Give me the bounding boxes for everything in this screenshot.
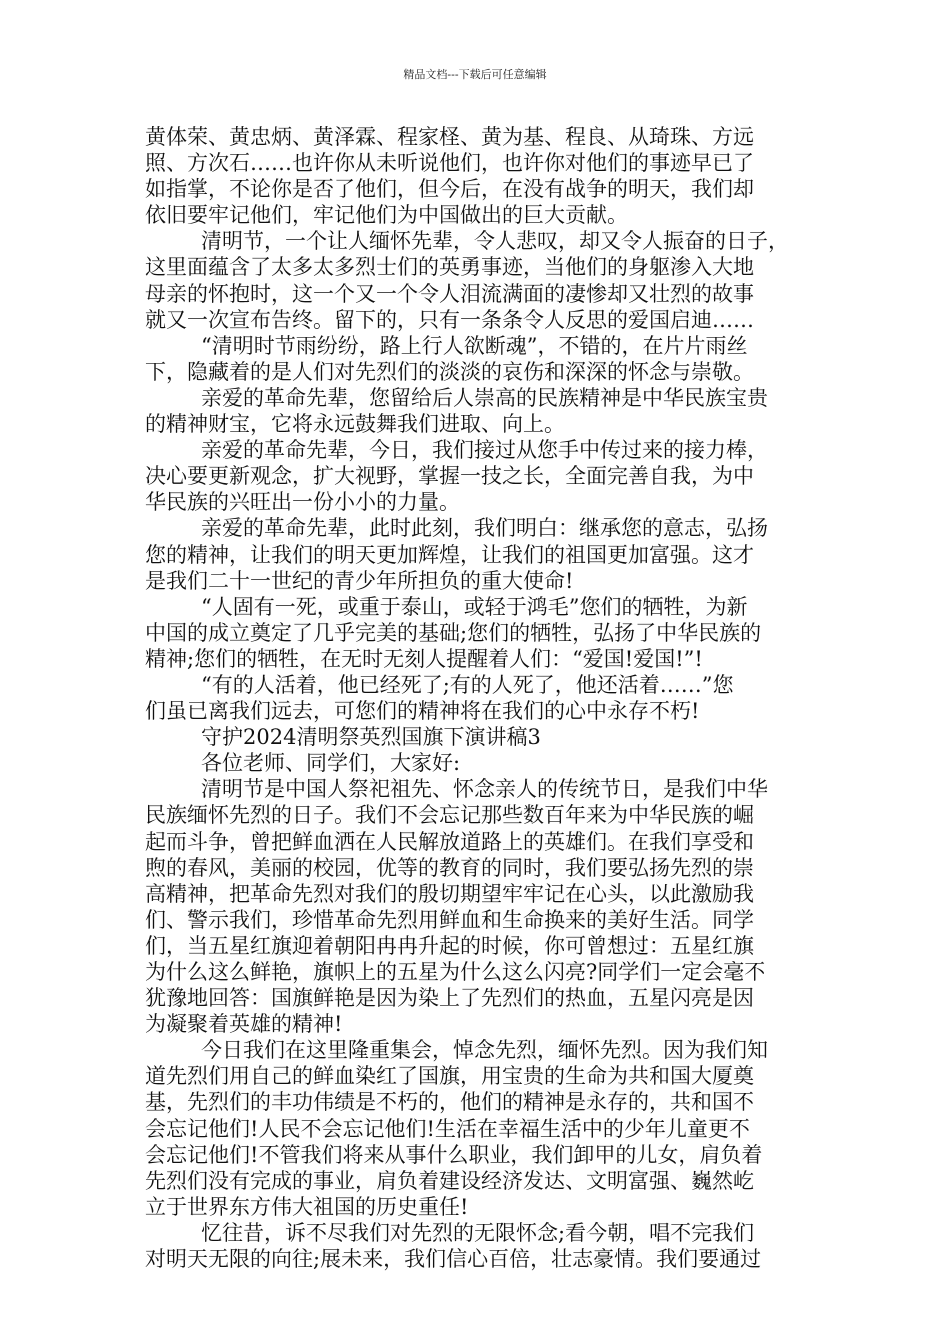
text-line: 如指掌，不论你是否了他们，但今后，在没有战争的明天，我们却	[145, 177, 754, 202]
text-line: 各位老师、同学们，大家好:	[201, 751, 461, 776]
text-line: 守护2024清明祭英烈国旗下演讲稿3	[201, 725, 541, 750]
text-line: 母亲的怀抱时，这一个又一个令人泪流满面的凄惨却又壮烈的故事	[145, 281, 754, 306]
text-line: 清明节，一个让人缅怀先辈，令人悲叹，却又令人振奋的日子，	[201, 229, 789, 254]
text-line: 忆往昔，诉不尽我们对先烈的无限怀念;看今朝，唱不完我们	[201, 1220, 755, 1245]
text-line: 对明天无限的向往;展未来，我们信心百倍，壮志豪情。我们要通过	[145, 1247, 762, 1272]
text-line: 清明节是中国人祭祀祖先、怀念亲人的传统节日，是我们中华	[201, 777, 768, 802]
text-line: 就又一次宣布告终。留下的，只有一条条令人反思的爱国启迪……	[145, 307, 754, 332]
text-line: 决心要更新观念，扩大视野，掌握一技之长，全面完善自我，为中	[145, 464, 754, 489]
text-line: 道先烈们用自己的鲜血染红了国旗，用宝贵的生命为共和国大厦奠	[145, 1064, 754, 1089]
text-line: 照、方次石……也许你从未听说他们，也许你对他们的事迹早已了	[145, 151, 754, 176]
text-line: 们虽已离我们远去，可您们的精神将在我们的心中永存不朽!	[145, 699, 700, 724]
text-line: 煦的春风，美丽的校园，优等的教育的同时，我们要弘扬先烈的崇	[145, 855, 754, 880]
text-line: 黄体荣、黄忠炳、黄泽霖、程家柽、黄为基、程良、从琦珠、方远	[145, 125, 754, 149]
text-line: 下，隐藏着的是人们对先烈们的淡淡的哀伤和深深的怀念与崇敬。	[145, 359, 754, 384]
text-line: 精神;您们的牺牲，在无时无刻人提醒着人们：“爱国!爱国!”!	[145, 646, 703, 671]
text-line: 们、警示我们，珍惜革命先烈用鲜血和生命换来的美好生活。同学	[145, 907, 754, 932]
text-line: “清明时节雨纷纷，路上行人欲断魂”，不错的，在片片雨丝	[201, 333, 748, 358]
text-line: 会忘记他们!人民不会忘记他们!生活在幸福生活中的少年儿童更不	[145, 1116, 750, 1141]
text-line: 们，当五星红旗迎着朝阳冉冉升起的时候，你可曾想过：五星红旗	[145, 933, 754, 958]
page-header: 精品文档---下载后可任意编辑	[403, 68, 547, 81]
text-line: 为凝聚着英雄的精神!	[145, 1012, 343, 1037]
text-line: 会忘记他们!不管我们将来从事什么职业，我们卸甲的儿女，肩负着	[145, 1142, 763, 1167]
text-line: 犹豫地回答：国旗鲜艳是因为染上了先烈们的热血，五星闪亮是因	[145, 986, 754, 1011]
text-line: 中国的成立奠定了几乎完美的基础;您们的牺牲，弘扬了中华民族的	[145, 620, 762, 645]
text-line: “有的人活着，他已经死了;有的人死了，他还活着……”您	[201, 672, 734, 697]
text-line: 依旧要牢记他们，牢记他们为中国做出的巨大贡献。	[145, 203, 628, 228]
text-line: 是我们二十一世纪的青少年所担负的重大使命!	[145, 568, 574, 593]
text-line: 亲爱的革命先辈，您留给后人崇高的民族精神是中华民族宝贵	[201, 385, 768, 410]
text-line: 立于世界东方伟大祖国的历史重任!	[145, 1194, 469, 1219]
text-line: 的精神财宝，它将永远鼓舞我们进取、向上。	[145, 412, 565, 437]
text-line: 民族缅怀先烈的日子。我们不会忘记那些数百年来为中华民族的崛	[145, 803, 754, 828]
text-line: 高精神，把革命先烈对我们的殷切期望牢牢记在心头，以此激励我	[145, 881, 754, 906]
text-line: 为什么这么鲜艳，旗帜上的五星为什么这么闪亮?同学们一定会毫不	[145, 960, 766, 984]
text-line: 您的精神，让我们的明天更加辉煌，让我们的祖国更加富强。这才	[145, 542, 754, 567]
text-line: 这里面蕴含了太多太多烈士们的英勇事迹，当他们的身躯渗入大地	[145, 255, 754, 280]
body-text	[145, 124, 807, 1272]
text-line: 先烈们没有完成的事业，肩负着建设经济发达、文明富强、巍然屹	[145, 1168, 754, 1193]
text-line: 亲爱的革命先辈，此时此刻，我们明白：继承您的意志，弘扬	[201, 516, 768, 541]
text-line: 基，先烈们的丰功伟绩是不朽的，他们的精神是永存的，共和国不	[145, 1090, 754, 1115]
text-line: “人固有一死，或重于泰山，或轻于鸿毛”您们的牺牲，为新	[201, 594, 748, 619]
text-line: 华民族的兴旺出一份小小的力量。	[145, 490, 460, 515]
text-line: 起而斗争，曾把鲜血洒在人民解放道路上的英雄们。在我们享受和	[145, 829, 754, 854]
text-line: 亲爱的革命先辈，今日，我们接过从您手中传过来的接力棒，	[201, 438, 768, 463]
text-line: 今日我们在这里隆重集会，悼念先烈，缅怀先烈。因为我们知	[201, 1038, 768, 1063]
